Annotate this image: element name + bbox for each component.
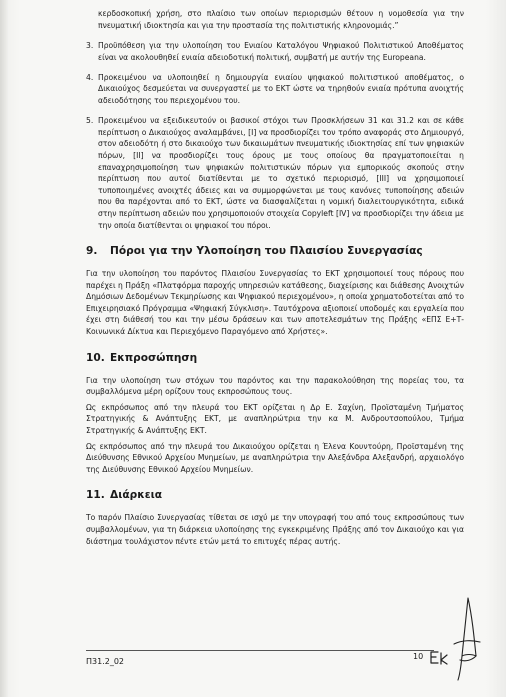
- list-item: [86, 40, 464, 63]
- section-title: Διάρκεια: [110, 489, 163, 502]
- list-item-number: 4.: [86, 72, 94, 82]
- section-paragraph: Για την υλοποίηση του παρόντος Πλαισίου Συνεργασίας το ΕΚΤ χρησιμοποιεί τους πόρους που παρέχει η Πράξη «Πλατφόρμα παροχής υπηρεσιών κατάθεσης, διαχείρισης και διάθεσης Ανοιχτών Δημόσιων Δεδομένων Τεκμηρίωσης και Ψηφιακού περιεχομένου», η οποία χρηματοδοτείται από το Επιχειρησιακό Πρόγραμμα «Ψηφιακή Σύγκλιση». Ταυτόχρονα αξιοποιεί υποδομές και εργαλεία που έχει στη διάθεσή του και την μέσω δράσεων και των αποτελεσμάτων της Πράξης «ΕΠΣ Ε+Τ- Κοινωνικά Δίκτυα και Περιεχόμενο Παραγόμενο από Χρήστες».: [86, 269, 464, 337]
- section-heading-resources: [86, 245, 464, 258]
- section-paragraph: Ως εκπρόσωπος από την πλευρά του ΕΚΤ ορίζεται η Δρ Ε. Σαχίνη, Προϊσταμένη Τμήματος Στρατηγικής & Ανάπτυξης ΕΚΤ, με αναπληρώτρια την κα Μ. Ανδρουτσοπούλου, Τμήμα Στρατηγικής & Ανάπτυξης ΕΚΤ.: [86, 402, 464, 436]
- section-number: 10.: [86, 351, 105, 364]
- section-title: Εκπροσώπηση: [110, 351, 198, 364]
- list-item: [86, 115, 464, 231]
- section-heading-representation: [86, 352, 464, 365]
- numbered-list: [86, 40, 464, 231]
- list-item: [86, 72, 464, 107]
- handwritten-initials: [428, 648, 450, 668]
- section-paragraph: Για την υλοποίηση των στόχων του παρόντος και την παρακολούθηση της πορείας του, τα συμβαλλόμενα μέρη ορίζουν τους εκπροσώπους τους.: [86, 375, 464, 397]
- section-heading-duration: [86, 489, 464, 502]
- scan-edge: [0, 0, 8, 697]
- page-content: [86, 8, 464, 559]
- section-number: 9.: [86, 245, 98, 258]
- section-number: 11.: [86, 489, 105, 502]
- list-item-text: Προκειμένου να υλοποιηθεί η δημιουργία ενιαίου ψηφιακού πολιτιστικού αποθέματος, ο Δικαιούχος δεσμεύεται να συνεργαστεί με το ΕΚΤ ώστε να τηρηθούν ενιαία πρότυπα ανοιχτής αδειοδότησης του περιεχομένου του.: [98, 72, 464, 106]
- handwritten-signature: [448, 596, 484, 682]
- list-item-text: Προϋπόθεση για την υλοποίηση του Ενιαίου Καταλόγου Ψηφιακού Πολιτιστικού Αποθέματος είναι να ακολουθηθεί ενιαία αδειοδοτική πολιτική, συμβατή με αυτήν της Europeana.: [98, 41, 464, 62]
- intro-text: κερδοσκοπική χρήση, στο πλαίσιο των οποίων περιορισμών θέτουν η νομοθεσία για την πνευματική ιδιοκτησία και για την προστασία της πολιτιστικής κληρονομιάς.”: [98, 9, 464, 30]
- section-paragraph: Ως εκπρόσωπος από την πλευρά του Δικαιούχου ορίζεται η Έλενα Κουντούρη, Προϊσταμένη της Διεύθυνσης Εθνικού Αρχείου Μνημείων, με αναπληρώτρια την Αλεξάνδρα Αλεξανδρή, αρχαιολόγο της Διεύθυνσης Εθνικού Αρχείου Μνημείων.: [86, 441, 464, 474]
- footer-page-number: 10: [413, 652, 424, 661]
- footer-divider: [86, 650, 434, 651]
- section-title: Πόροι για την Υλοποίηση του Πλαισίου Συνεργασίας: [110, 245, 423, 258]
- list-item-text: Προκειμένου να εξειδικευτούν οι βασικοί στόχοι των Προσκλήσεων 31 και 31.2 και σε κάθε περίπτωση ο Δικαιούχος αναλαμβάνει, [I] να προσδιορίζει τον τρόπο αναφοράς στο Δημιουργό, στον αδειοδότη ή στο δικαιούχο των δικαιωμάτων πνευματικής ιδιοκτησίας επί των ψηφιακών πόρων, [II] να προσδιορίζει τους όρους με τους οποίους θα πραγματοποιείται η επαναχρησιμοποίηση των ψηφιακών πολιτιστικών πόρων για εμπορικούς σκοπούς στην περίπτωση που αυτοί διατίθενται με το σχετικό περιορισμό, [III] να χρησιμοποιεί τυποποιημένες ανοιχτές άδειες και να συμμορφώνεται με τους κανόνες τυποποίησης αδειών που θα παρέχονται από το ΕΚΤ, ώστε να διασφαλίζεται η νομική διαλειτουργικότητα, ειδικά στην περίπτωση αδειών που χρησιμοποιούν στοιχεία Copyleft [IV] να προσδιορίζει την άδεια με την οποία διατίθενται οι ψηφιακοί του πόροι.: [98, 116, 464, 230]
- section-paragraph: Το παρόν Πλαίσιο Συνεργασίας τίθεται σε ισχύ με την υπογραφή του από τους εκπροσώπους των συμβαλλομένων, για τη διάρκεια υλοποίησης της εγκεκριμένης Πράξης από τον Δικαιούχο και για διάστημα τουλάχιστον πέντε ετών μετά το επιτυχές πέρας αυτής.: [86, 513, 464, 546]
- list-item-number: 5.: [86, 116, 94, 126]
- list-item-number: 3.: [86, 41, 94, 51]
- footer-document-code: Π31.2_02: [86, 657, 125, 666]
